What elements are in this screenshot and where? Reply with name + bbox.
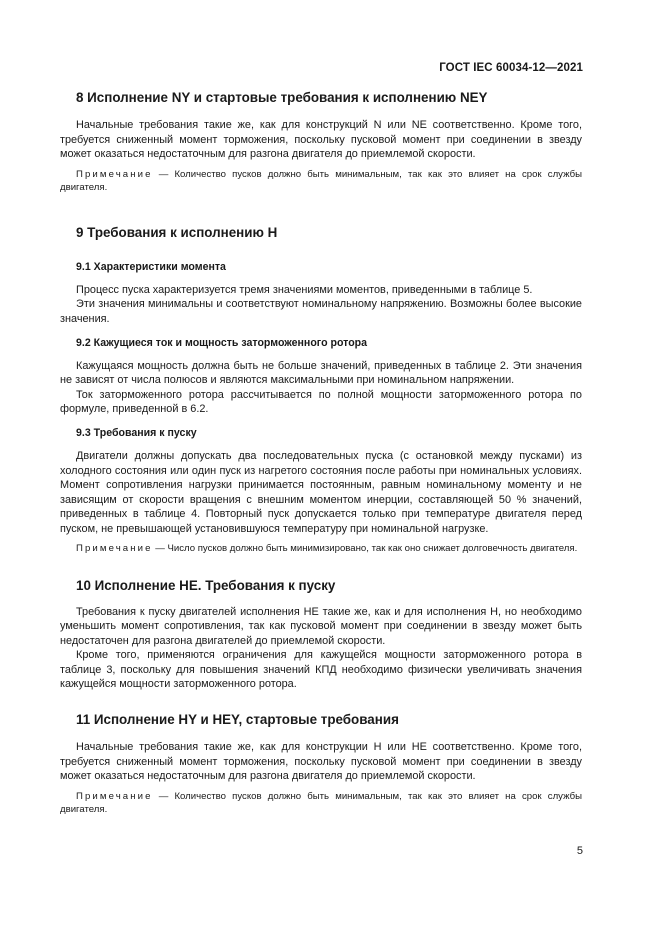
subsection-9-1-title: 9.1 Характеристики момента [76, 260, 226, 273]
subsection-9-3-title: 9.3 Требования к пуску [76, 426, 197, 439]
subsection-9-3-paragraph: Двигатели должны допускать два последовательных пуска (с остановкой между пусками) из холодного состояния или один пуск из нагретого состояния после работы при номинальных условиях. Момент сопротивления нагрузки принимается постоянным, равным номинальному моменту и не зависящим от скорости вращения с внешним моментом инерции, составляющей 50 % значений, приведенных в таблице 4. Повторный пуск допускается только при температуре двигателя перед пуском, не превышающей установившуюся температуру при номинальной нагрузке. [60, 449, 582, 535]
section-11-title: 11 Исполнение HY и HEY, стартовые требования [76, 712, 399, 728]
section-8-paragraph: Начальные требования такие же, как для конструкций N или NE соответственно. Кроме того, требуется сниженный момент торможения, поскольку пусковой момент при соединении в звезду может оказаться недостаточным для разгона двигателя до приемлемой скорости. [60, 119, 582, 161]
section-11-note [60, 790, 582, 816]
section-8-title: 8 Исполнение NY и стартовые требования к исполнению NEY [76, 90, 488, 105]
note-label: Примечание [76, 168, 153, 180]
subsection-9-2-paragraph-1: Кажущаяся мощность должна быть не больше значений, приведенных в таблице 2. Эти значения не зависят от числа полюсов и являются максимальными при номинальном напряжении. [60, 359, 582, 387]
section-8-note [60, 168, 582, 194]
note-label: Примечание [76, 542, 153, 554]
section-11-paragraph: Начальные требования такие же, как для конструкции H или HE соответственно. Кроме того, требуется сниженный момент торможения, поскольку пусковой момент при соединении в звезду может оказаться недостаточным для разгона двигателя до приемлемой скорости. [60, 741, 582, 783]
note-text: — Количество пусков должно быть минимальным, так как это влияет на срок службы двигателя. [60, 790, 582, 815]
subsection-9-2-paragraph-2: Ток заторможенного ротора рассчитывается по полной мощности заторможенного ротора по формуле, приведенной в 6.2. [60, 388, 582, 416]
section-10-paragraph-2: Кроме того, применяются ограничения для кажущейся мощности заторможенного ротора в таблице 3, поскольку для повышения значений КПД необходимо физически увеличивать значения кажущейся мощности заторможенного ротора. [60, 649, 582, 691]
section-10-paragraph-1: Требования к пуску двигателей исполнения HE такие же, как и для исполнения H, но необходимо уменьшить момент сопротивления, так как пусковой момент при соединении в звезду может быть недостаточен для разгона двигателей до приемлемой скорости. [60, 605, 582, 647]
section-9-title: 9 Требования к исполнению H [76, 224, 278, 240]
document-code: ГОСТ IEC 60034-12—2021 [439, 62, 583, 74]
subsection-9-1-paragraph-1: Процесс пуска характеризуется тремя значениями моментов, приведенными в таблице 5. [76, 283, 533, 296]
note-text: — Число пусков должно быть минимизировано, так как оно снижает долговечность двигателя. [152, 542, 578, 554]
section-10-title: 10 Исполнение HE. Требования к пуску [76, 577, 336, 593]
page-number: 5 [576, 845, 583, 857]
note-label: Примечание [76, 790, 153, 802]
page-content [60, 89, 582, 816]
subsection-9-1-paragraph-2: Эти значения минимальны и соответствуют номинальному напряжению. Возможны более высокие значения. [60, 298, 582, 325]
subsection-9-2-title: 9.2 Кажущиеся ток и мощность заторможенного ротора [76, 336, 368, 349]
note-text: — Количество пусков должно быть минимальным, так как это влияет на срок службы двигателя. [60, 168, 582, 193]
section-9-note [60, 542, 582, 555]
